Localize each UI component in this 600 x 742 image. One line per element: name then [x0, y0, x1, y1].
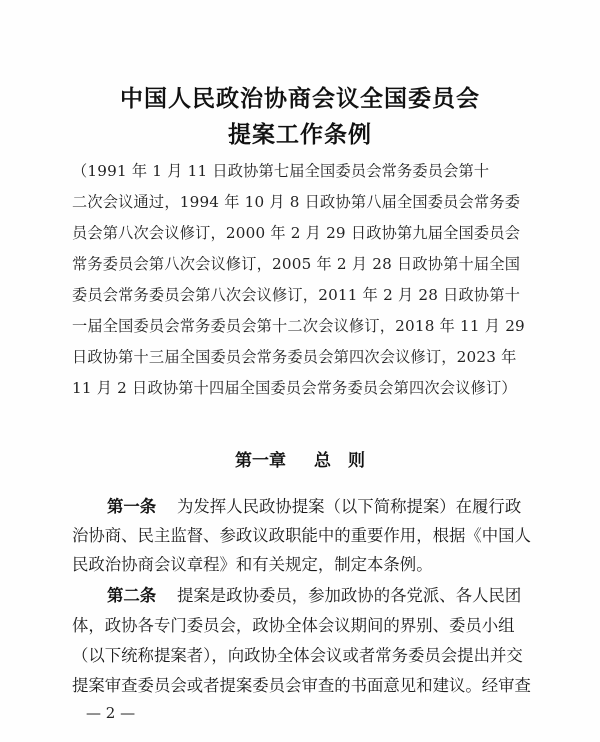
- article-1-line: 民政治协商会议章程》和有关规定，制定本条例。: [72, 555, 433, 574]
- chapter-label: 第一章: [235, 451, 286, 471]
- amendment-line: 二次会议通过，1994 年 10 月 8 日政协第八届全国委员会常务委: [72, 193, 521, 211]
- amendment-line: 委员会常务委员会第八次会议修订，2011 年 2 月 28 日政协第十: [72, 286, 521, 304]
- amendment-line: 11 月 2 日政协第十四届全国委员会常务委员会第四次会议修订）: [72, 379, 517, 397]
- amendment-line: 日政协第十三届全国委员会常务委员会第四次会议修订，2023 年: [72, 348, 517, 366]
- chapter-title: 总 则: [314, 451, 365, 471]
- amendment-line: 员会第八次会议修订，2000 年 2 月 29 日政协第九届全国委员会: [72, 224, 521, 242]
- document-title-line1: 中国人民政治协商会议全国委员会: [120, 85, 480, 112]
- article-1-line: 治协商、民主监督、参政议政职能中的重要作用，根据《中国人: [72, 526, 531, 545]
- document-title-line2: 提案工作条例: [228, 121, 372, 148]
- amendment-line: 常务委员会第八次会议修订，2005 年 2 月 28 日政协第十届全国: [72, 255, 521, 273]
- article-2-label: 第二条: [107, 586, 157, 605]
- article-2-line: 提案审查委员会或者提案委员会审查的书面意见和建议。经审查: [72, 676, 531, 695]
- article-1-first-line: [107, 493, 587, 517]
- article-2-text: 提案是政协委员，参加政协的各党派、各人民团: [177, 586, 522, 605]
- article-1-label: 第一条: [107, 497, 157, 516]
- article-2-first-line: [107, 582, 587, 606]
- amendment-line: 一届全国委员会常务委员会第十二次会议修订，2018 年 11 月 29: [72, 317, 525, 335]
- article-2-line: 体，政协各专门委员会，政协全体会议期间的界别、委员小组: [72, 616, 515, 635]
- article-2-line: （以下统称提案者），向政协全体会议或者常务委员会提出并交: [72, 646, 523, 665]
- article-1-text: 为发挥人民政协提案（以下简称提案）在履行政: [177, 497, 522, 516]
- page-number: — 2 —: [86, 704, 136, 722]
- amendment-line: （1991 年 1 月 11 日政协第七届全国委员会常务委员会第十: [72, 162, 490, 180]
- chapter-heading: [0, 446, 600, 471]
